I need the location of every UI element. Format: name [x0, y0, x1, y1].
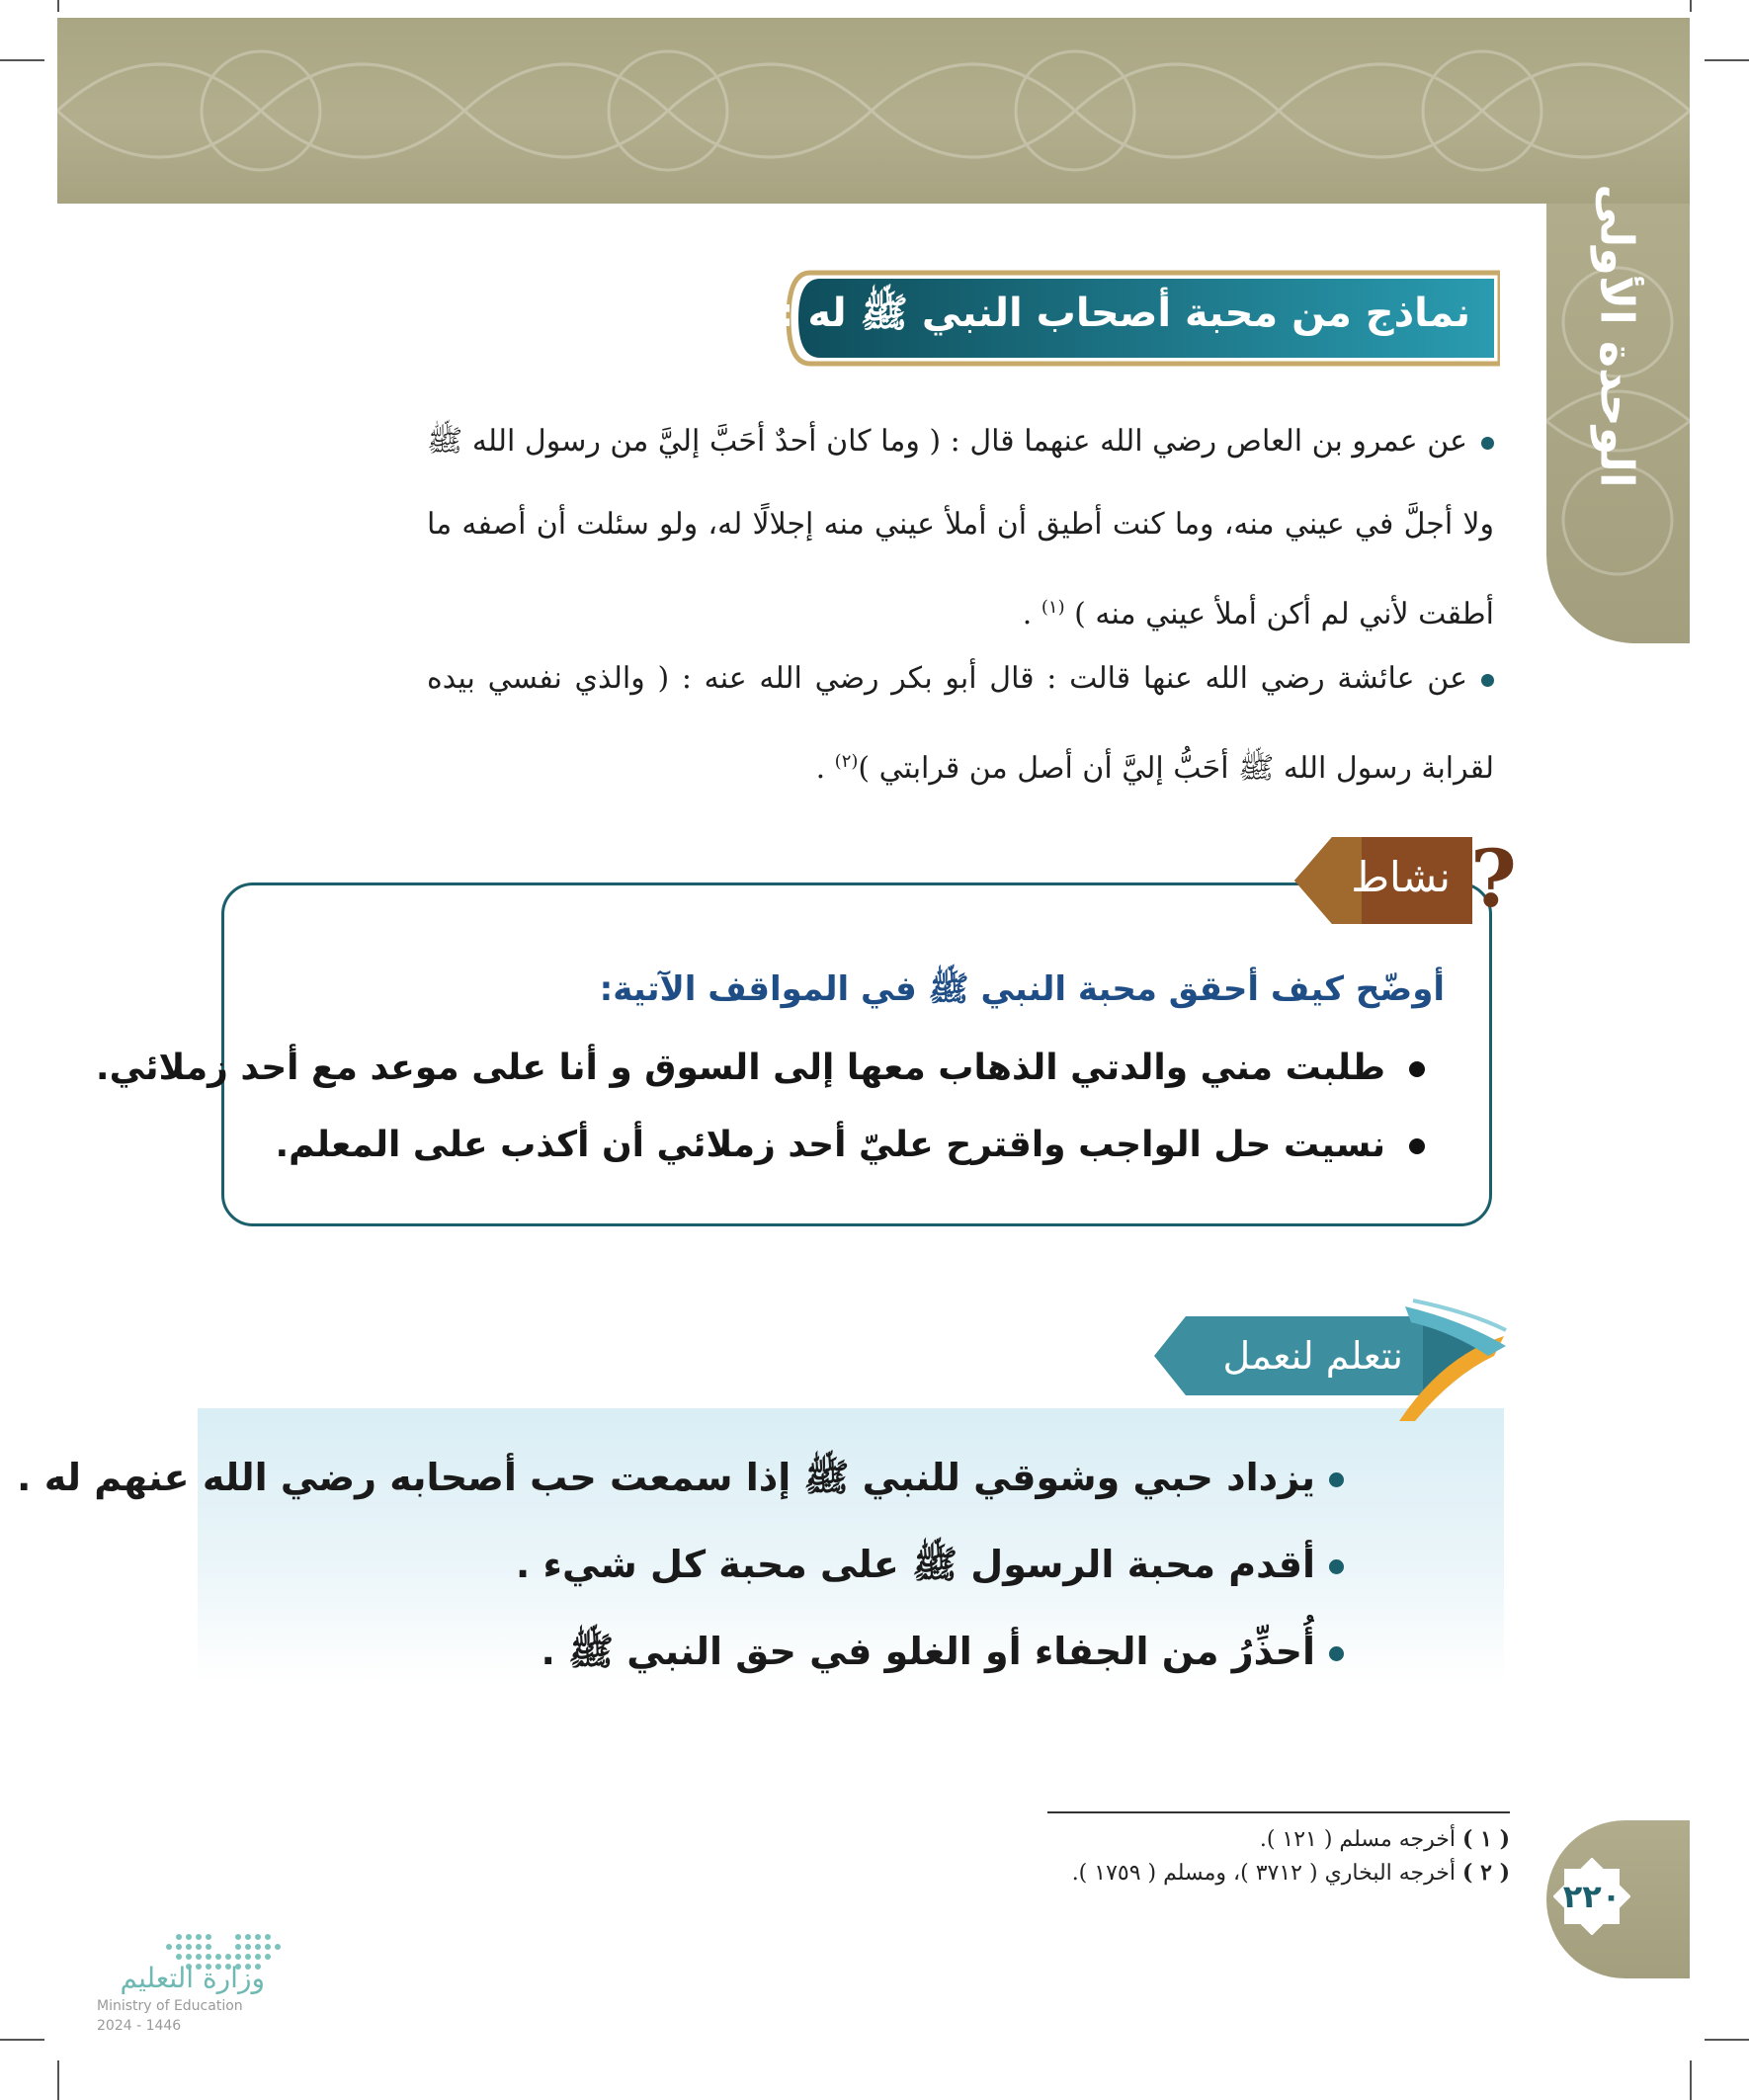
- crop-mark: [1690, 0, 1692, 12]
- crop-mark: [1690, 2060, 1692, 2100]
- learn-tag-label: نتعلم لنعمل: [1222, 1334, 1403, 1378]
- bullet-icon: [1409, 1138, 1425, 1154]
- bullet-icon: [1329, 1646, 1344, 1661]
- learn-tag: [1126, 1297, 1507, 1423]
- footnote-ref: (١): [1041, 597, 1065, 618]
- bullet-icon: [1481, 437, 1494, 450]
- bullet-icon: [1409, 1061, 1425, 1077]
- hadith-paragraph-1: عن عمرو بن العاص رضي الله عنهما قال : ( وما كان أحدٌ أحَبَّ إليَّ من رسول الله ﷺ ولا أجلَّ في عيني منه، وما كنت أطيق أن أملأ عيني منه إجلالًا له، ولو سئلت أن أصفه ما أطقت لأني لم أكن أملأ عيني منه ) $^{(١)}$ .: [427, 424, 1494, 631]
- ministry-name-en: Ministry of Education: [97, 1998, 243, 2014]
- unit-title: الوحدة الأولى: [1591, 184, 1645, 488]
- hadith-paragraph-2: عن عائشة رضي الله عنها قالت : قال أبو بكر رضي الله عنه : ( والذي نفسي بيده لقرابة رسول الله ﷺ أحَبُّ إليَّ أن أصل من قرابتي )$^{(٢)}$ .: [427, 661, 1494, 786]
- crop-mark: [1705, 2039, 1749, 2041]
- page-number: ٢٢٠: [1562, 1878, 1622, 1915]
- bullet-icon: [1329, 1559, 1344, 1574]
- learn-item: أقدم محبة الرسول ﷺ على محبة كل شيء .: [516, 1542, 1344, 1596]
- crop-mark: [0, 59, 44, 61]
- question-mark-icon: ?: [1470, 832, 1517, 925]
- learn-item: يزداد حبي وشوقي للنبي ﷺ إذا سمعت حب أصحابه رضي الله عنهم له .: [17, 1455, 1344, 1509]
- activity-item: نسيت حل الواجب واقترح عليّ أحد زملائي أن أكذب على المعلم.: [275, 1125, 1425, 1165]
- ministry-name-ar: وزارة التعليم: [120, 1962, 265, 1994]
- crop-mark: [0, 2039, 44, 2041]
- crop-mark: [57, 0, 59, 12]
- header-banner: [57, 18, 1690, 204]
- section-title-text: نماذج من محبة أصحاب النبي ﷺ له :: [778, 291, 1470, 336]
- footnote-1: ( ١ ) أخرجه مسلم ( ١٢١ ).: [1259, 1826, 1510, 1852]
- section-title-ribbon: [778, 265, 1500, 372]
- crop-mark: [1705, 59, 1749, 61]
- footnote-ref: (٢): [834, 751, 859, 772]
- bullet-icon: [1329, 1472, 1344, 1487]
- bullet-icon: [1481, 674, 1494, 687]
- activity-tag: [1292, 835, 1472, 926]
- crop-mark: [57, 2060, 59, 2100]
- page-number-badge: [1553, 1858, 1630, 1935]
- ministry-year: 2024 - 1446: [97, 2018, 182, 2034]
- footnote-2: ( ٢ ) أخرجه البخاري ( ٣٧١٢ )، ومسلم ( ١٧٥٩ ).: [1071, 1860, 1510, 1886]
- islamic-pattern: [57, 18, 1690, 204]
- activity-question: أوضّح كيف أحقق محبة النبي ﷺ في المواقف الآتية:: [599, 969, 1445, 1009]
- activity-item: طلبت مني والدتي الذهاب معها إلى السوق و أنا على موعد مع أحد زملائي.: [96, 1048, 1425, 1088]
- activity-tag-label: نشاط: [1351, 853, 1451, 901]
- footnote-divider: [1047, 1811, 1510, 1813]
- learn-item: أُحذِّرُ من الجفاء أو الغلو في حق النبي ﷺ .: [541, 1629, 1344, 1683]
